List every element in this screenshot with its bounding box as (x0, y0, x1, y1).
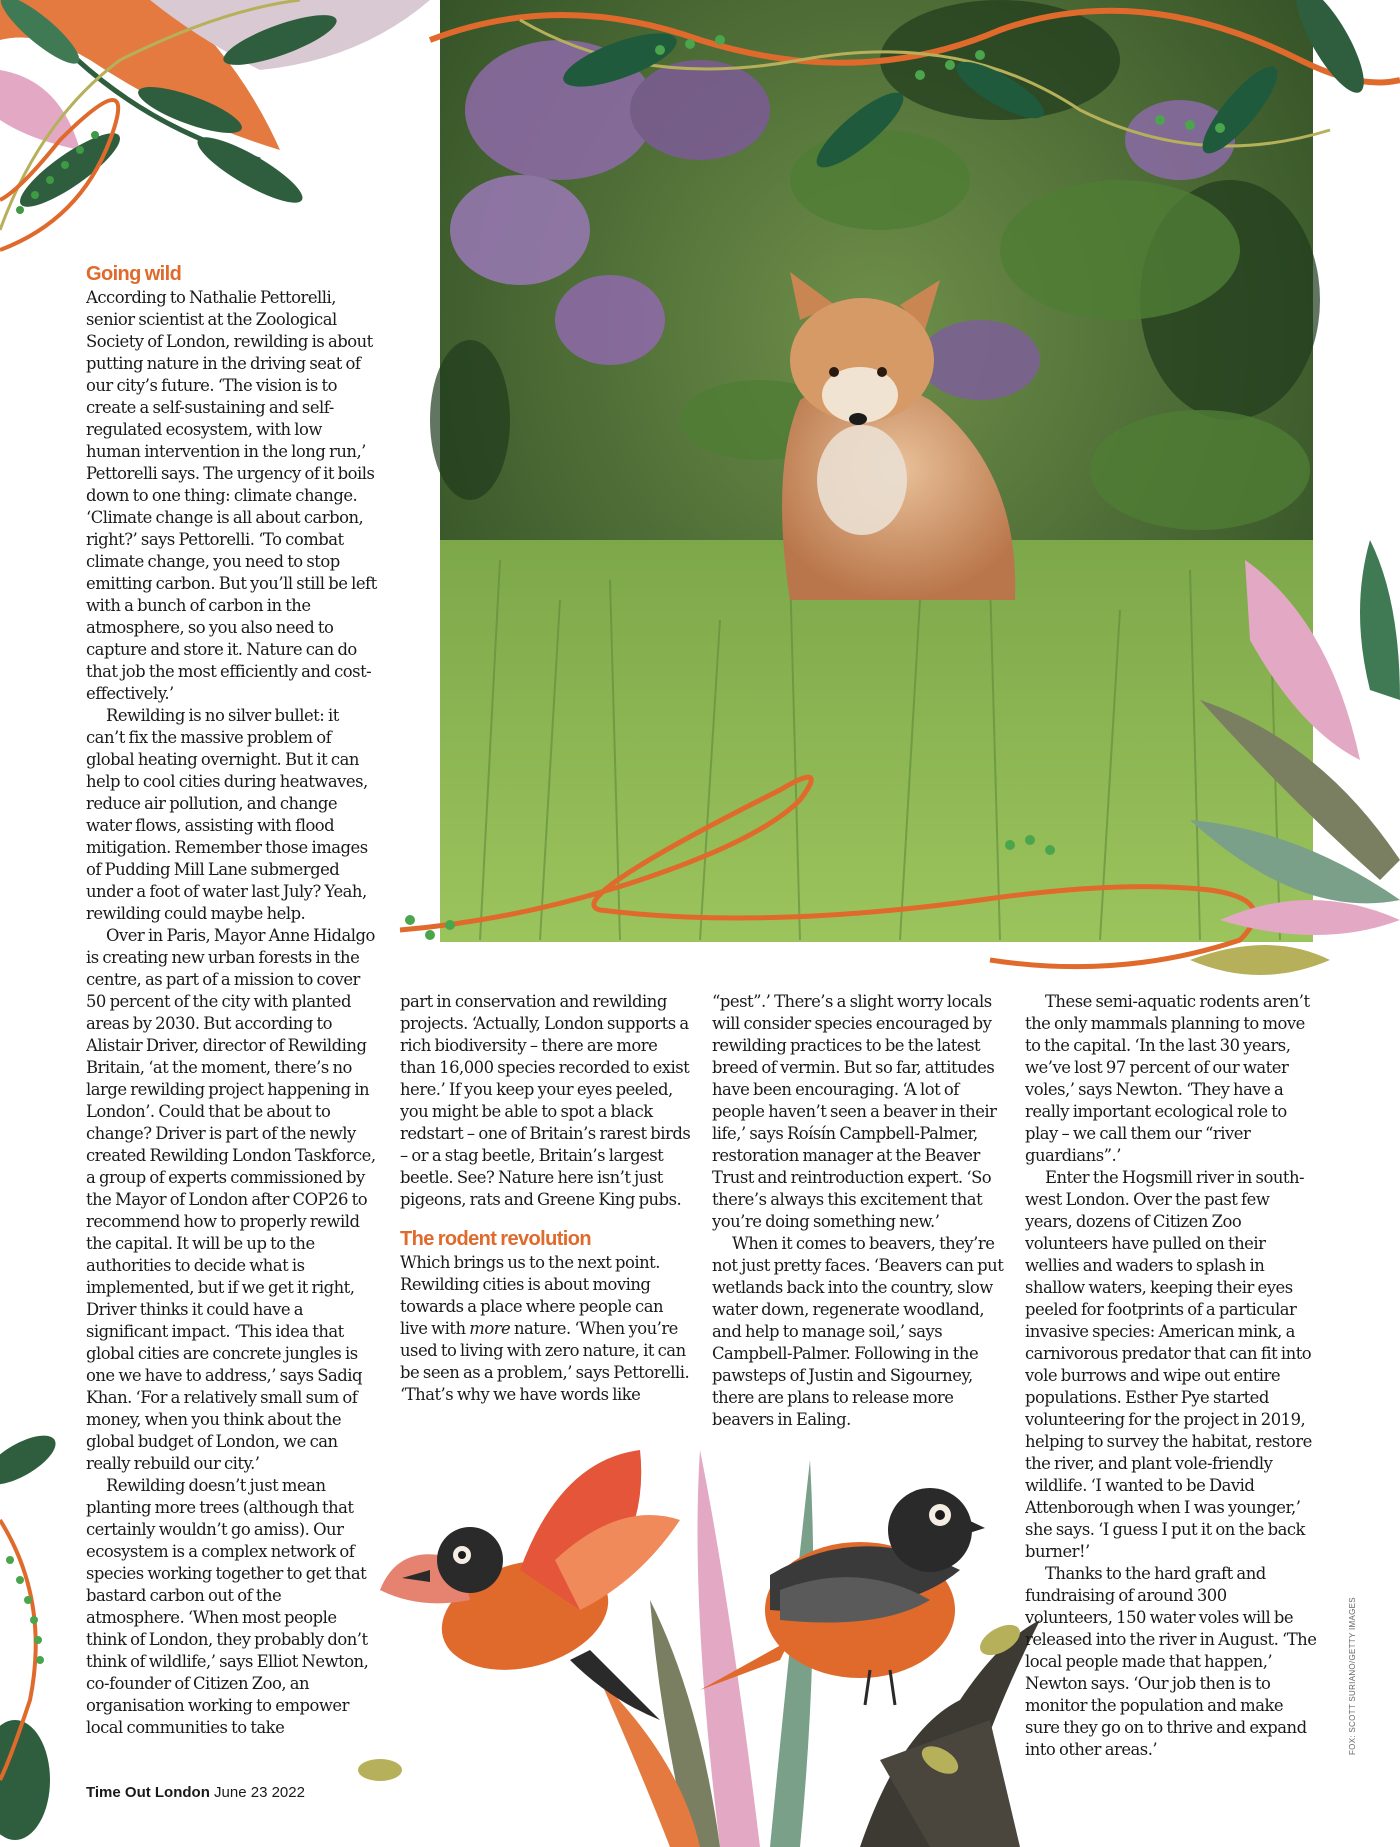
photo-credit: FOX: SCOTT SURIANO/GETTY IMAGES (1348, 1597, 1357, 1755)
birds-illustration (358, 1450, 1040, 1847)
column-2 (400, 991, 692, 1406)
heading-rodent-revolution: The rodent revolution (400, 1228, 591, 1250)
page-footer (86, 1784, 305, 1801)
paragraph: When it comes to beavers, they’re not just pretty faces. ‘Beavers can put wetlands back into the country, slow water down, regenerate woodland, and help to manage soil,’ says Campbell-Palmer. Following in the pawsteps of Justin and Sigourney, there are plans to release more beavers in Ealing. (712, 1234, 1004, 1429)
column-4 (1025, 991, 1317, 1761)
heading-going-wild: Going wild (86, 263, 182, 285)
paragraph: Over in Paris, Mayor Anne Hidalgo is creating new urban forests in the centre, as part of a mission to cover 50 percent of the city with planted areas by 2030. But according to Alistair Driver, director of Rewilding Britain, ‘at the moment, there’s no large rewilding project happening in London’. Could that be about to change? Driver is part of the newly created Rewilding London Taskforce, a group of experts commissioned by the Mayor of London after COP26 to recommend how to properly rewild the capital. It will be up to the authorities to decide what is implemented, but if we get it right, Driver thinks it could have a significant impact. ‘This idea that global cities are concrete jungles is one we have to address,’ says Sadiq Khan. ‘For a relatively small sum of money, when you think about the global budget of London, we can really rebuild our city.’ (86, 926, 376, 1473)
column-1 (86, 262, 378, 1739)
paragraph-text: Which brings us to the next point. Rewilding cities is about moving towards a place where people can live with (400, 1253, 664, 1338)
publication-name: Time Out London (86, 1784, 210, 1801)
paragraph: Enter the Hogsmill river in south-west London. Over the past few years, dozens of Citizen Zoo volunteers have pulled on their wellies and waders to splash in shallow waters, keeping their eyes peeled for footprints of a particular invasive species: American mink, a carnivorous predator that can fit into vole burrows and wipe out entire populations. Esther Pye started volunteering for the project in 2019, helping to survey the habitat, restore the river, and plant vole-friendly wildlife. ‘I wanted to be David Attenborough when I was younger,’ she says. ‘I guess I put it on the back burner!’ (1025, 1168, 1312, 1561)
paragraph: part in conservation and rewilding projects. ‘Actually, London supports a rich biodiversity – there are more than 16,000 species recorded to exist here.’ If you keep your eyes peeled, you might be able to spot a black redstart – one of Britain’s rarest birds – or a stag beetle, Britain’s largest beetle. See? Nature here isn’t just pigeons, rats and Greene King pubs. (400, 992, 691, 1209)
robin-flying (380, 1450, 680, 1720)
issue-date: June 23 2022 (214, 1784, 305, 1801)
paragraph-text: nature. ‘When you’re used to living with zero nature, it can be seen as a problem,’ says Pettorelli. ‘That’s why we have words like (400, 1319, 690, 1404)
emphasis-more: more (469, 1319, 511, 1338)
paragraph: According to Nathalie Pettorelli, senior scientist at the Zoological Society of London, rewilding is about putting nature in the driving seat of our city’s future. ‘The vision is to create a self-sustaining and self-regulated ecosystem, with low human intervention in the long run,’ Pettorelli says. The urgency of it boils down to one thing: climate change. ‘Climate change is all about carbon, right?’ says Pettorelli. ‘To combat climate change, you need to stop emitting carbon. But you’ll still be left with a bunch of carbon in the atmosphere, so you also need to capture and store it. Nature can do that job the most efficiently and cost-effectively.’ (86, 288, 377, 703)
left-edge-vines (0, 1426, 63, 1840)
paragraph: Rewilding is no silver bullet: it can’t fix the massive problem of global heating overnight. But it can help to cool cities during heatwaves, reduce air pollution, and change water flows, assisting with flood mitigation. Remember those images of Pudding Mill Lane submerged under a foot of water last July? Yeah, rewilding could maybe help. (86, 706, 368, 923)
top-left-foliage (0, 0, 430, 250)
column-3 (712, 991, 1004, 1431)
robin-perched (700, 1488, 985, 1705)
paragraph: Thanks to the hard graft and fundraising of around 300 volunteers, 150 water voles will be released into the river in August. ‘The local people made that happen,’ Newton says. ‘Our job then is to monitor the population and make sure they go on to thrive and expand into other areas.’ (1025, 1564, 1317, 1759)
paragraph (400, 1252, 692, 1406)
paragraph: “pest”.’ There’s a slight worry locals will consider species encouraged by rewilding practices to be the latest breed of vermin. But so far, attitudes have been encouraging. ‘A lot of people haven’t seen a beaver in their life,’ says Roísín Campbell-Palmer, restoration manager at the Beaver Trust and reintroduction expert. ‘So there’s always this excitement that you’re doing something new.’ (712, 992, 997, 1231)
paragraph: These semi-aquatic rodents aren’t the only mammals planning to move to the capital. ‘In the last 30 years, we’ve lost 97 percent of our water voles,’ says Newton. ‘They have a really important ecological role to play – we call them our “river guardians”.’ (1025, 992, 1310, 1165)
paragraph: Rewilding doesn’t just mean planting more trees (although that certainly wouldn’t go amiss). Our ecosystem is a complex network of species working together to get that bastard carbon out of the atmosphere. ‘When most people think of London, they probably don’t think of wildlife,’ says Elliot Newton, co-founder of Citizen Zoo, an organisation working to empower local communities to take (86, 1476, 369, 1737)
fox-photo (430, 0, 1320, 942)
